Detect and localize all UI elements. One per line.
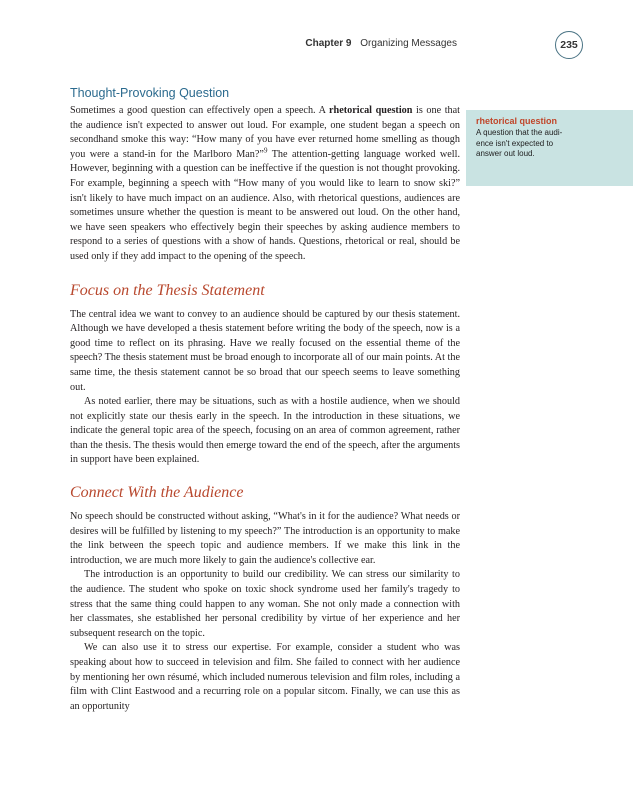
chapter-title: Organizing Messages [360, 38, 457, 49]
text-run: Sometimes a good question can effectively open a speech. A [70, 105, 330, 116]
paragraph: We can also use it to stress our expertise. For example, consider a student who was speaking about how to succeed in television and film. She failed to connect with her audience by mentioning her own résumé, which included numerous television and film roles, including a film with Clint Eastwood and a recurring role on a popular sitcom. Finally, we can use this as an opportunity [70, 642, 460, 712]
text-run: is one that the audience isn't expected to answer out loud. For example, one student began a speech on secondhand smoke this way: “How many of you have ever returned home smelling as though you were a stand-in for the Marlboro Man?” [70, 105, 461, 160]
paragraph: The central idea we want to convey to an audience should be captured by our thesis statement. Although we have developed a thesis statement before writing the body of the speech, now is a good time to reflect on its phrasing. Have we really focused on the essential theme of the speech? The thesis statement must be broad enough to incorporate all of our main points. At the same time, the thesis statement cannot be so broad that our speech seems to leave something out. [70, 308, 460, 393]
paragraph [70, 104, 460, 265]
chapter-label: Chapter 9 [305, 38, 352, 49]
section-heading: Connect With the Audience [70, 484, 244, 502]
glossary-definition: A question that the audi- ence isn't expected to answer out loud. [476, 128, 563, 158]
running-head [305, 38, 457, 49]
subsection-heading: Thought-Provoking Question [70, 86, 230, 100]
main-text [70, 86, 460, 714]
section-heading: Focus on the Thesis Statement [70, 281, 265, 299]
margin-glossary [466, 110, 633, 186]
text-run: The attention-getting language worked well. However, beginning with a question can be ineffective if the question is not thought provoking. For example, beginning a speech with “How many of you would like to learn to snow ski?” isn't likely to have much impact on an audience. Also, with rhetorical questions, audiences are sometimes unsure whether the question is meant to be answered out loud. On the other hand, we have seen speakers who effectively begin their speeches by asking audience members to respond to a series of questions with a show of hands. Questions, rhetorical or real, should be used only if they add impact to the opening of the speech. [70, 148, 460, 262]
paragraph: As noted earlier, there may be situations, such as with a hostile audience, when we should not explicitly state our thesis early in the speech. In the introduction in these situations, we indicate the general topic area of the speech, focusing on an area of common agreement, rather than the thesis. The thesis would then emerge toward the end of the speech, after the arguments in support have been explained. [70, 396, 460, 466]
glossary-term-inline: rhetorical question [329, 105, 413, 116]
footnote-ref[interactable]: 9 [263, 146, 268, 155]
paragraph: The introduction is an opportunity to build our credibility. We can stress our similarity to the audience. The student who spoke on toxic shock syndrome used her family's tragedy to stress that the same thing could happen to any woman. She not only made a connection with her classmates, she established her personal credibility by virtue of her experience and her subsequent research on the topic. [70, 569, 460, 639]
paragraph: No speech should be constructed without asking, “What's in it for the audience? What needs or desires will be fulfilled by listening to my speech?” The introduction is an opportunity to make the link between the speech topic and audience members. If we make this link in the introduction, we are much more likely to gain the audience's collective ear. [70, 511, 460, 566]
glossary-term: rhetorical question [476, 116, 558, 126]
page-number: 235 [555, 31, 583, 59]
